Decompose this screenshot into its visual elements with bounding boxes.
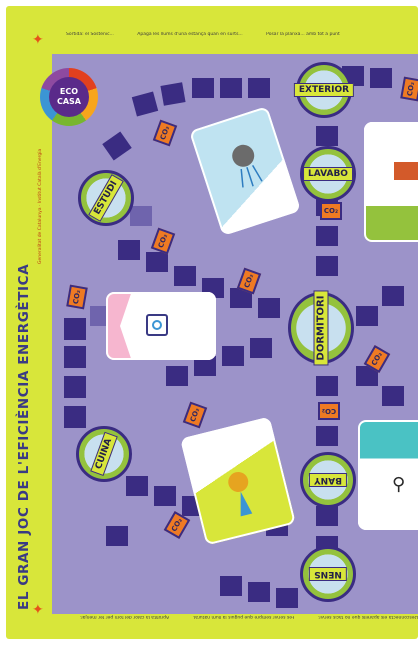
leaf-icon: ✦ xyxy=(32,32,44,48)
room-label: NENS xyxy=(309,567,347,581)
game-title: EL GRAN JOC DE L'EFICIÈNCIA ENERGÈTICA xyxy=(16,263,32,610)
room-label: BANY xyxy=(309,473,347,487)
co2-badge: CO₂ xyxy=(164,511,191,539)
instruction-text: Posar la planxa... amb tot a punt xyxy=(266,32,340,37)
logo-line-2: CASA xyxy=(56,97,81,106)
instruction-text: Aprofita la calor del forn per fer menjar. xyxy=(79,614,170,619)
room-label: EXTERIOR xyxy=(294,83,354,97)
co2-badge: CO₂ xyxy=(318,402,340,420)
bottom-instructions xyxy=(66,605,418,619)
room-exterior[interactable] xyxy=(296,62,352,118)
room-bany[interactable] xyxy=(300,452,356,508)
bicycle-card xyxy=(358,420,418,530)
instruction-text: Fes servir sempre que puguis la llum natural. xyxy=(192,614,295,619)
logo-line-1: ECO xyxy=(59,87,79,96)
instruction-text: Apaga les llums d'una estança quan en surts... xyxy=(137,32,243,37)
room-lavabo[interactable] xyxy=(300,146,356,202)
game-board xyxy=(6,6,418,639)
co2-badge: CO₂ xyxy=(66,285,88,310)
co2-badge: CO₂ xyxy=(364,345,391,373)
room-cuina[interactable] xyxy=(76,426,132,482)
washing-machine-card xyxy=(106,292,216,360)
room-label: DORMITORI xyxy=(314,291,329,366)
instruction-text: Desconnecta els aparells que no facis servir. xyxy=(317,614,418,619)
leaf-icon: ✦ xyxy=(32,602,44,618)
room-label: ESTUDI xyxy=(88,174,124,222)
room-label: CUINA xyxy=(90,432,117,476)
co2-badge: CO₂ xyxy=(400,77,418,102)
room-estudi[interactable] xyxy=(78,170,134,226)
co2-badge: CO₂ xyxy=(320,202,342,220)
washing-machine-icon xyxy=(146,314,168,336)
bicycle-icon: ⚲ xyxy=(392,474,406,495)
co2-badge: CO₂ xyxy=(151,228,175,255)
co2-badge: CO₂ xyxy=(153,120,177,147)
room-nens[interactable] xyxy=(300,546,356,602)
co2-badge: CO₂ xyxy=(183,402,207,429)
stove-icon xyxy=(394,162,418,180)
room-dormitori[interactable] xyxy=(288,292,354,364)
instruction-text: Sortida: el Sostenic... xyxy=(66,32,114,37)
co2-badge: CO₂ xyxy=(237,268,261,295)
appliance-card xyxy=(364,122,418,242)
publisher-text: Generalitat de Catalunya · Institut Català d'Energia xyxy=(38,148,43,264)
room-label: LAVABO xyxy=(303,167,353,181)
